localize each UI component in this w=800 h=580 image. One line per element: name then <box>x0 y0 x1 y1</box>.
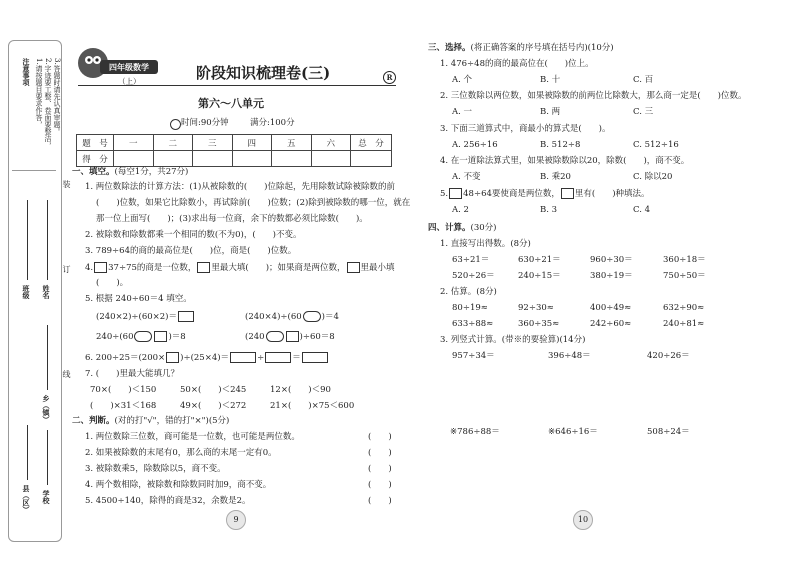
school-label: 学校 <box>42 490 51 504</box>
sec1-q4-line2: ( )。 <box>96 278 129 288</box>
q7-item: 70×( )＜150 <box>90 385 157 395</box>
answer-box[interactable] <box>347 262 360 273</box>
answer-box[interactable] <box>178 311 194 322</box>
q5-num: 5. <box>440 189 449 199</box>
choice-opt[interactable]: B. 512÷8 <box>540 140 581 150</box>
score-table <box>76 134 392 167</box>
score-cell[interactable] <box>114 151 154 167</box>
calc-item: 520÷26＝ <box>452 271 495 281</box>
q4-part: 里最小填 <box>360 263 395 273</box>
judge-blank[interactable]: ( ) <box>368 496 392 506</box>
calc-item: 380÷19＝ <box>590 271 633 281</box>
vertical-calc-item: 957÷34＝ <box>452 351 495 361</box>
q5-text: 48÷64要使商是两位数， <box>463 189 560 199</box>
q5c-text: )＝8 <box>168 332 186 342</box>
sec1-q5a <box>96 311 195 323</box>
q6-text: 6. 200÷25＝(200× <box>85 353 166 363</box>
calc-item: 630÷21＝ <box>518 255 561 265</box>
class-line[interactable] <box>27 200 28 280</box>
grade-badge: 四年级数学 <box>100 60 158 74</box>
estimate-item: 92÷30≈ <box>518 303 554 313</box>
answer-box[interactable] <box>449 188 462 199</box>
q5-text: 里有( )种填法。 <box>574 189 650 199</box>
q6-text: ÷ <box>257 353 265 363</box>
answer-box[interactable] <box>561 188 574 199</box>
q7-item: 50×( )＜245 <box>180 385 247 395</box>
score-head: 题 号 <box>77 135 114 151</box>
calc-sub2: 2. 估算。(8分) <box>440 287 497 297</box>
estimate-item: 633÷88≈ <box>452 319 494 329</box>
calc-item: 360÷18＝ <box>663 255 706 265</box>
town-line[interactable] <box>47 325 48 390</box>
answer-oval[interactable] <box>303 311 321 322</box>
choice-opt[interactable]: C. 4 <box>633 205 651 215</box>
answer-oval[interactable] <box>134 331 152 342</box>
q4-num: 4. <box>85 263 94 273</box>
judge-item: 2. 如果被除数的末尾有0，那么商的末尾一定有0。 <box>85 448 277 458</box>
score-row-label: 得 分 <box>77 151 114 167</box>
vertical-calc-item: ※786÷88＝ <box>450 427 500 437</box>
answer-box[interactable] <box>166 352 179 363</box>
answer-oval[interactable] <box>266 331 284 342</box>
answer-box[interactable] <box>302 352 328 363</box>
sec2-title: 二、判断。 <box>72 416 115 426</box>
score-cell[interactable] <box>272 151 312 167</box>
sec1-q6 <box>85 352 329 364</box>
q7-item: 12×( )＜90 <box>270 385 331 395</box>
vertical-calc-item: 508÷24＝ <box>647 427 690 437</box>
judge-blank[interactable]: ( ) <box>368 448 392 458</box>
choice-opt[interactable]: A. 2 <box>452 205 469 215</box>
sec3-title: 三、选择。 <box>428 43 471 53</box>
sec4-title: 四、计算。 <box>428 223 471 233</box>
choice-opt[interactable]: C. 百 <box>633 75 654 85</box>
score-cell[interactable] <box>193 151 233 167</box>
sec1-q5d <box>245 331 335 343</box>
answer-box[interactable] <box>286 331 299 342</box>
sec1-q1-line1: 1. 两位数除法的计算方法：(1)从被除数的( )位除起，先用除数试除被除数的前 <box>85 182 395 192</box>
q5d-text: )÷60＝8 <box>299 332 335 342</box>
sec1-heading <box>72 167 188 178</box>
score-head: 二 <box>153 135 193 151</box>
judge-blank[interactable]: ( ) <box>368 432 392 442</box>
q5d-text: (240 <box>245 332 265 342</box>
notice-line-1: 1.请按题目要求作答， <box>35 58 43 128</box>
choice-opt[interactable]: A. 不变 <box>452 172 481 182</box>
sec1-q7: 7. ( )里最大能填几？ <box>85 369 179 379</box>
choice-opt[interactable]: B. 3 <box>540 205 558 215</box>
page-number-left: 9 <box>226 510 246 530</box>
vertical-calc-item: 396÷48＝ <box>548 351 591 361</box>
judge-item: 5. 4500÷140，除得的商是32，余数是2。 <box>85 496 251 506</box>
q5c-text: 240÷(60 <box>96 332 134 342</box>
notice-line-3: 3.答题时请先认真审题。 <box>53 58 61 135</box>
choice-opt[interactable]: C. 512÷16 <box>633 140 679 150</box>
sec1-q3: 3. 789÷64的商的最高位是( )位，商是( )位数。 <box>85 246 297 256</box>
sec1-q4-line1 <box>85 262 395 274</box>
score-head: 总 分 <box>351 135 392 151</box>
q6-text: )÷(25×4)＝ <box>180 353 230 363</box>
calc-item: 750÷50＝ <box>663 271 706 281</box>
unit-heading: 第六～八单元 <box>198 97 264 110</box>
sec1-q2: 2. 被除数和除数都乘一个相同的数(不为0)，( )不变。 <box>85 230 302 240</box>
notice-title: 注意事项 <box>22 58 31 86</box>
score-head: 三 <box>193 135 233 151</box>
q7-item: ( )×31＜168 <box>90 401 157 411</box>
score-head: 四 <box>232 135 272 151</box>
choice-opt[interactable]: B. 十 <box>540 75 561 85</box>
notice-line-2: 2.字迹要工整、卷面要整洁， <box>44 58 52 149</box>
calc-sub3: 3. 列竖式计算。(带※的要验算)(14分) <box>440 335 586 345</box>
choice-opt[interactable]: A. 个 <box>452 75 473 85</box>
score-head: 一 <box>114 135 154 151</box>
vertical-calc-item: 420÷26＝ <box>647 351 690 361</box>
cut-mark-1: 装 <box>62 180 71 188</box>
estimate-item: 632÷90≈ <box>663 303 705 313</box>
q5a-text: (240×2)÷(60×2)＝ <box>96 312 177 322</box>
q5b-text: )＝4 <box>321 312 339 322</box>
margin-divider <box>12 170 56 171</box>
calc-sub1: 1. 直接写出得数。(8分) <box>440 239 531 249</box>
q7-item: 21×( )×75＜600 <box>270 401 355 411</box>
county-label: 县（区） <box>22 485 31 513</box>
grade-sub: （上） <box>118 77 141 86</box>
choice-opt[interactable]: B. 两 <box>540 107 561 117</box>
answer-box[interactable] <box>197 262 210 273</box>
answer-box[interactable] <box>230 352 256 363</box>
sec3-note: (将正确答案的序号填在括号内)(10分) <box>470 43 614 53</box>
estimate-item: 360÷35≈ <box>518 319 560 329</box>
choice-opt[interactable]: C. 三 <box>633 107 654 117</box>
choice-q: 3. 下面三道算式中，商最小的算式是( )。 <box>440 124 611 134</box>
judge-item: 4. 两个数相除，被除数和除数同时加9，商不变。 <box>85 480 272 490</box>
sec3-heading <box>428 43 614 54</box>
choice-opt[interactable]: B. 乘20 <box>540 172 571 182</box>
choice-q: 1. 476÷48的商的最高位在( )位上。 <box>440 59 594 69</box>
calc-item: 63÷21＝ <box>452 255 490 265</box>
estimate-item: 80÷19≈ <box>452 303 488 313</box>
score-head: 六 <box>311 135 351 151</box>
estimate-item: 400÷49≈ <box>590 303 632 313</box>
sec1-q5b <box>245 311 339 323</box>
choice-q: 2. 三位数除以两位数，如果被除数的前两位比除数大，那么商一定是( )位数。 <box>440 91 747 101</box>
full-score: 满分:100分 <box>250 118 295 128</box>
town-label: 乡（镇） <box>42 395 51 423</box>
clock-icon <box>170 119 181 130</box>
sec1-q5c <box>96 331 186 343</box>
score-cell[interactable] <box>232 151 272 167</box>
county-line[interactable] <box>27 425 28 480</box>
cut-mark-3: 线 <box>62 370 71 378</box>
page-number-right: 10 <box>573 510 593 530</box>
school-line[interactable] <box>47 430 48 485</box>
estimate-item: 242÷60≈ <box>590 319 632 329</box>
registered-mark: R <box>383 71 396 84</box>
q7-item: 49×( )＜272 <box>180 401 247 411</box>
answer-box[interactable] <box>94 262 107 273</box>
choice-opt[interactable]: A. 256÷16 <box>452 140 498 150</box>
judge-blank[interactable]: ( ) <box>368 480 392 490</box>
sec1-note: (每空1分，共27分) <box>114 167 189 177</box>
q6-text: ＝ <box>292 353 301 363</box>
class-label: 班级 <box>22 285 31 299</box>
sec4-note: (30分) <box>470 223 497 233</box>
estimate-item: 240÷81≈ <box>663 319 705 329</box>
sec1-q5: 5. 根据 240÷60＝4 填空。 <box>85 294 192 304</box>
calc-item: 240÷15＝ <box>518 271 561 281</box>
sec1-q1-line2: ( )位数，如果它比除数小，再试除前( )位数；(2)除到被除数的哪一位，就在 <box>96 198 411 208</box>
q4-part: 37÷75的商是一位数， <box>108 263 197 273</box>
calc-item: 960÷30＝ <box>590 255 633 265</box>
judge-blank[interactable]: ( ) <box>368 464 392 474</box>
name-label: 姓名 <box>42 285 51 299</box>
cut-mark-2: 订 <box>62 265 71 273</box>
sec2-heading <box>72 416 229 427</box>
sec4-heading <box>428 223 496 234</box>
score-head: 五 <box>272 135 312 151</box>
score-cell[interactable] <box>153 151 193 167</box>
answer-box[interactable] <box>154 331 167 342</box>
score-cell[interactable] <box>351 151 392 167</box>
exam-time: 时间:90分钟 <box>181 118 229 128</box>
sec2-note: (对的打"√"，错的打"×")(5分) <box>114 416 230 426</box>
sec1-title: 一、填空。 <box>72 167 115 177</box>
sec1-q1-line3: 那一位上面写( )；(3)求出每一位商，余下的数都必须比除数( )。 <box>96 214 368 224</box>
choice-q: 4. 在一道除法算式里，如果被除数除以20，除数( )，商不变。 <box>440 156 690 166</box>
vertical-calc-item: ※646÷16＝ <box>548 427 598 437</box>
judge-item: 1. 两位数除三位数，商可能是一位数，也可能是两位数。 <box>85 432 300 442</box>
page-title: 阶段知识梳理卷(三) <box>196 64 331 82</box>
score-cell[interactable] <box>311 151 351 167</box>
answer-box[interactable] <box>265 352 291 363</box>
q4-part: 里最大填( )；如果商是两位数， <box>211 263 346 273</box>
q5b-text: (240×4)÷(60 <box>245 312 302 322</box>
name-line[interactable] <box>47 200 48 280</box>
title-rule <box>78 85 396 86</box>
choice-q5 <box>440 188 650 200</box>
choice-opt[interactable]: A. 一 <box>452 107 473 117</box>
judge-item: 3. 被除数乘5，除数除以5，商不变。 <box>85 464 226 474</box>
choice-opt[interactable]: C. 除以20 <box>633 172 673 182</box>
